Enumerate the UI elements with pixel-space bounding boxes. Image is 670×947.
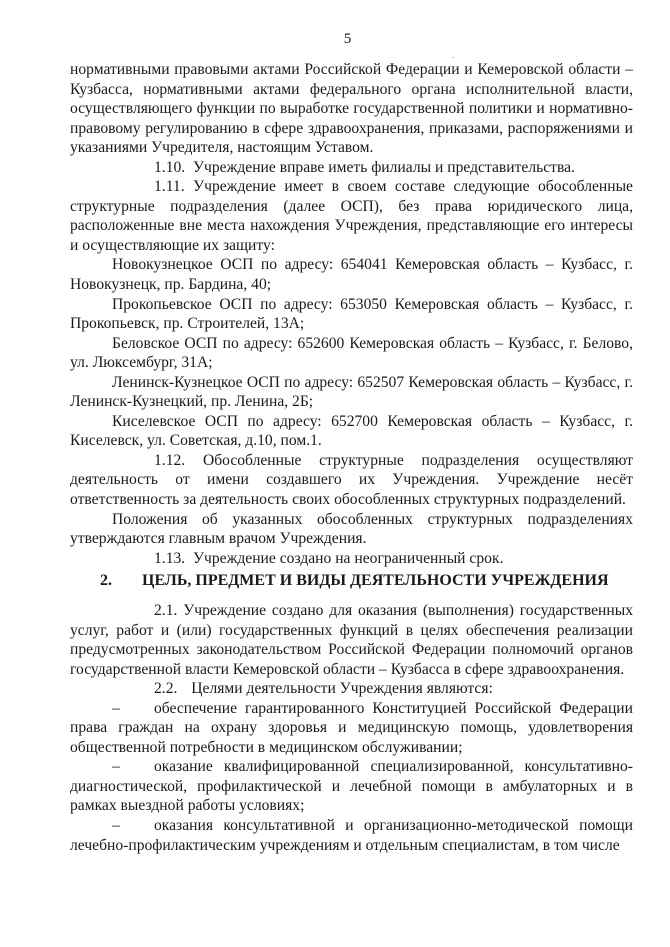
clause-text: Учреждение создано для оказания (выполнения) государственных услуг, работ и (или) государственных функций в целях обеспечения реализации предусмотренных законодательством Российской Федерации полномочий органов государственной власти Кемеровской области – Кузбасса в сфере здравоохранения.: [70, 602, 633, 678]
paragraph-1-12-regulations: Положения об указанных обособленных структурных подразделениях утверждаются главным врачом Учреждения.: [70, 510, 633, 548]
paragraph-1-10: [70, 158, 633, 178]
section-2-heading: [100, 571, 609, 591]
dash-bullet: –: [112, 699, 120, 717]
goal-text: оказания консультативной и организационно-методической помощи лечебно-профилактическим учреждениям и отдельным специалистам, в том числе: [70, 817, 633, 854]
section-number: 2.: [100, 572, 112, 589]
clause-text: Учреждение создано на неограниченный срок.: [192, 549, 504, 567]
paragraph-1-11: [70, 177, 633, 255]
section-2-body: [70, 601, 633, 855]
paragraph-2-1: [70, 601, 633, 679]
goal-text: обеспечение гарантированного Конституцией Российской Федерации права граждан на охрану здоровья и медицинскую помощь, удовлетворения общественной потребности в медицинском обслуживании;: [70, 699, 633, 756]
section-1-continuation: [70, 60, 633, 568]
clause-number: 1.10.: [154, 158, 186, 176]
section-title: ЦЕЛЬ, ПРЕДМЕТ И ВИДЫ ДЕЯТЕЛЬНОСТИ УЧРЕЖДЕНИЯ: [142, 572, 609, 589]
page-number: 5: [343, 31, 352, 47]
paragraph-1-12: [70, 451, 633, 510]
dash-bullet: –: [112, 758, 120, 776]
osp-address-belovo: Беловское ОСП по адресу: 652600 Кемеровская область – Кузбасс, г. Белово, ул. Люксембург, 31А;: [70, 334, 633, 372]
clause-text: Учреждение вправе иметь филиалы и представительства.: [192, 158, 575, 176]
osp-address-prokopyevsk: Прокопьевское ОСП по адресу: 653050 Кемеровская область – Кузбасс, г. Прокопьевск, пр. Строителей, 13А;: [70, 295, 633, 333]
osp-address-kiselevsk: Киселевское ОСП по адресу: 652700 Кемеровская область – Кузбасс, г. Киселевск, ул. Советская, д.10, пом.1.: [70, 412, 633, 450]
clause-number: 1.13.: [154, 549, 186, 567]
clause-text: Обособленные структурные подразделения осуществляют деятельность от имени создавшего их Учреждения. Учреждение несёт ответственность за деятельность своих обособленных структурных подразделений.: [70, 451, 633, 509]
goal-list-item: [70, 699, 633, 758]
paragraph-continuation: нормативными правовыми актами Российской Федерации и Кемеровской области – Кузбасса, нормативными актами федерального органа исполнительной власти, осуществляющего функции по выработке государственной политики и нормативно-правовому регулированию в сфере здравоохранения, приказами, распоряжениями и указаниями Учредителя, настоящим Уставом.: [70, 61, 633, 157]
clause-text: Целями деятельности Учреждения являются:: [191, 680, 493, 698]
clause-number: 2.2.: [154, 680, 178, 698]
dash-bullet: –: [112, 817, 120, 835]
clause-text: Учреждение имеет в своем составе следующие обособленные структурные подразделения (далее ОСП), без права юридического лица, расположенные вне места нахождения Учреждения, представляющие его интересы и осуществляющие их защиту:: [70, 178, 633, 254]
clause-number: 1.11.: [154, 178, 185, 196]
clause-number: 2.1.: [154, 602, 178, 619]
goal-list-item: [70, 757, 633, 816]
clause-number: 1.12.: [154, 451, 186, 469]
scan-speck: [452, 57, 454, 58]
goal-text: оказание квалифицированной специализированной, консультативно-диагностической, профилактической и лечебной помощи в амбулаторных и в рамках выездной работы условиях;: [70, 758, 633, 815]
goal-list-item: [70, 816, 633, 855]
paragraph-1-13: [70, 549, 633, 569]
osp-address-leninsk-kuznetsky: Ленинск-Кузнецкое ОСП по адресу: 652507 Кемеровская область – Кузбасс, г. Ленинск-Кузнецкий, пр. Ленина, 2Б;: [70, 373, 633, 411]
osp-address-novokuznetsk: Новокузнецкое ОСП по адресу: 654041 Кемеровская область – Кузбасс, г. Новокузнецк, пр. Бардина, 40;: [70, 256, 633, 294]
paragraph-2-2: [70, 679, 633, 699]
